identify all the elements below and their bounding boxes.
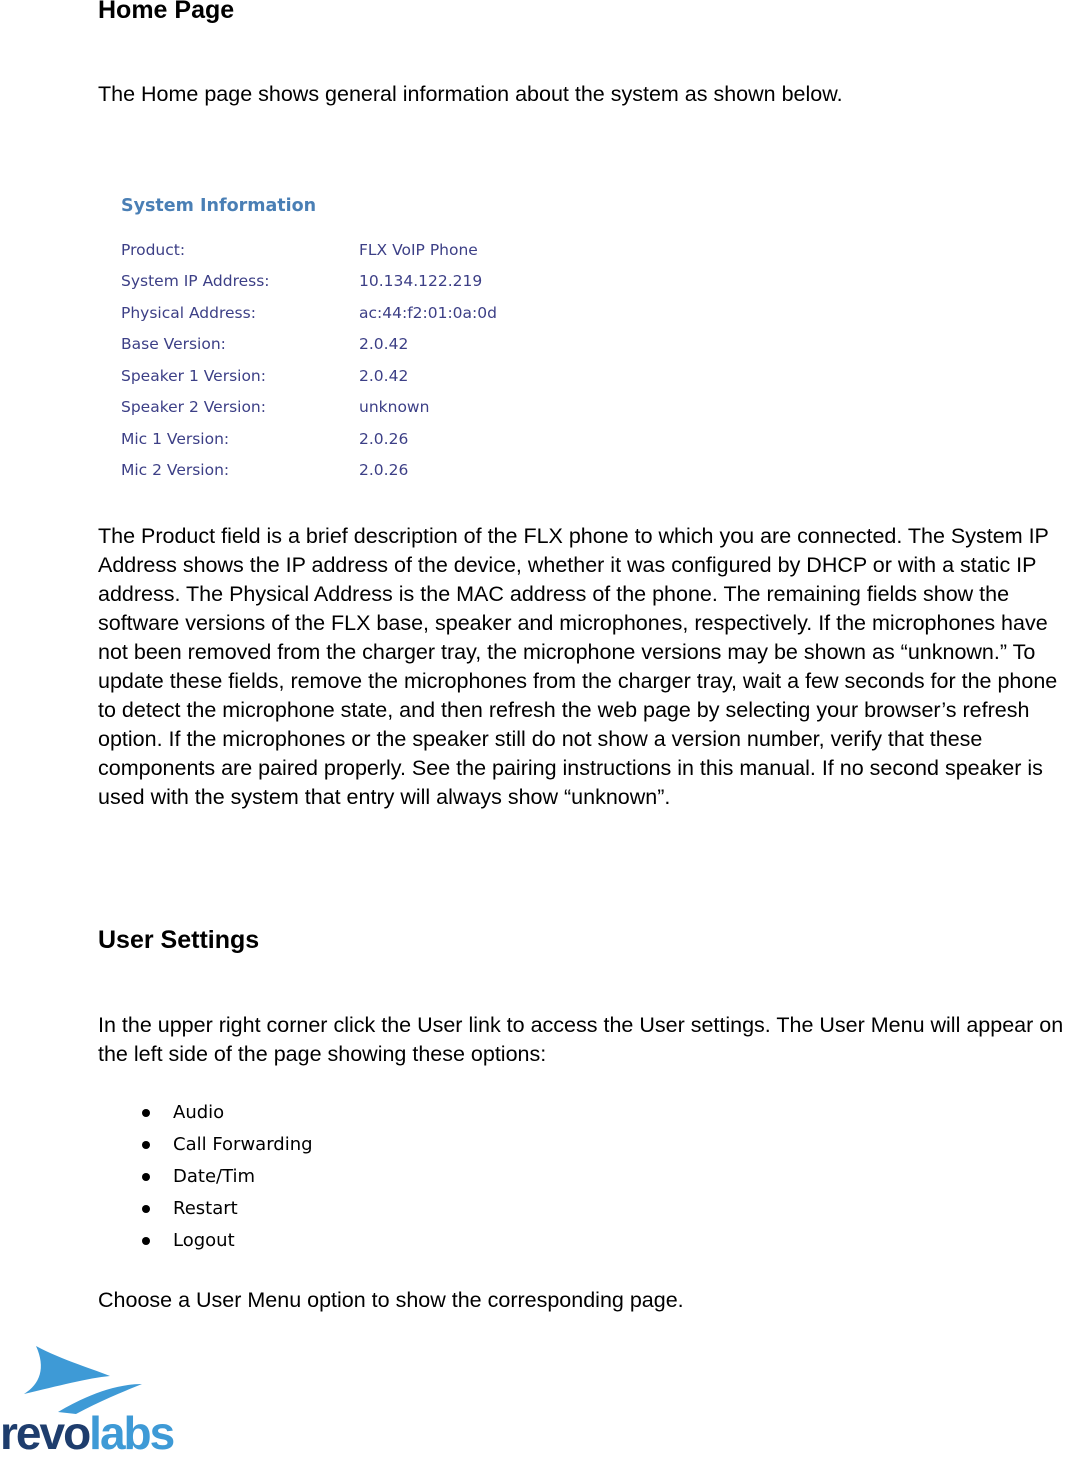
logo-wordmark (0, 1407, 174, 1459)
system-info-description: The Product field is a brief description of the FLX phone to which you are connected. The System IP Address shows the IP address of the device, whether it was configured by DHCP or with a static IP address. The Physical Address is the MAC address of the phone. The remaining fields show the software versions of the FLX base, speaker and microphones, respectively. If the microphones have not been removed from the charger tray, the microphone versions may be shown as “unknown.” To update these fields, remove the microphones from the charger tray, wait a few seconds for the phone to detect the microphone state, and then refresh the web page by selecting your browser’s refresh option. If the microphones or the speaker still do not show a version number, verify that these components are paired properly. See the pairing instructions in this manual. If no second speaker is used with the system that entry will always show “unknown”. (98, 524, 1058, 809)
list-item-label: Call Forwarding (173, 1134, 313, 1155)
list-item-label: Logout (173, 1230, 235, 1251)
bullet-icon (142, 1173, 150, 1181)
list-item-label: Restart (173, 1198, 238, 1219)
bullet-icon (142, 1141, 150, 1149)
bullet-icon (142, 1109, 150, 1117)
revolabs-logo-svg (0, 1342, 174, 1459)
bullet-icon (142, 1205, 150, 1213)
logo-text-revo: revo (0, 1407, 90, 1459)
sysinfo-value: FLX VoIP Phone (359, 241, 478, 259)
user-menu-closing: Choose a User Menu option to show the corresponding page. (98, 1288, 684, 1312)
list-item-label: Audio (173, 1102, 225, 1123)
sysinfo-label: Mic 1 Version: (121, 430, 230, 448)
sysinfo-label: Mic 2 Version: (121, 461, 230, 479)
sysinfo-value: ac:44:f2:01:0a:0d (359, 304, 497, 322)
sysinfo-value: 2.0.42 (359, 367, 409, 385)
list-item (142, 1225, 313, 1257)
user-settings-heading: User Settings (98, 926, 260, 954)
sysinfo-value: 2.0.42 (359, 335, 409, 353)
sysinfo-label: Product: (121, 241, 186, 259)
list-item (142, 1129, 313, 1161)
sysinfo-value: unknown (359, 398, 430, 416)
sysinfo-label: Base Version: (121, 335, 226, 353)
sysinfo-value: 10.134.122.219 (359, 272, 483, 290)
list-item (142, 1161, 313, 1193)
sysinfo-label: Speaker 1 Version: (121, 367, 266, 385)
sysinfo-label: Speaker 2 Version: (121, 398, 266, 416)
list-item (142, 1097, 313, 1129)
home-page-intro: The Home page shows general information about the system as shown below. (98, 82, 843, 106)
sysinfo-value: 2.0.26 (359, 461, 409, 479)
list-item-label: Date/Tim (173, 1166, 256, 1187)
user-settings-intro: In the upper right corner click the User link to access the User settings. The User Menu will appear on the left side of the page showing these options: (98, 1013, 1064, 1066)
logo-fin-icon (24, 1346, 110, 1394)
revolabs-logo (0, 1342, 174, 1459)
user-menu-options-list (142, 1097, 313, 1257)
system-information-title: System Information (121, 196, 317, 216)
home-page-heading: Home Page (98, 0, 235, 24)
system-information-screenshot (112, 186, 552, 496)
logo-text-labs: labs (89, 1407, 174, 1459)
sysinfo-label: Physical Address: (121, 304, 256, 322)
sysinfo-label: System IP Address: (121, 272, 270, 290)
sysinfo-value: 2.0.26 (359, 430, 409, 448)
bullet-icon (142, 1237, 150, 1245)
list-item (142, 1193, 313, 1225)
